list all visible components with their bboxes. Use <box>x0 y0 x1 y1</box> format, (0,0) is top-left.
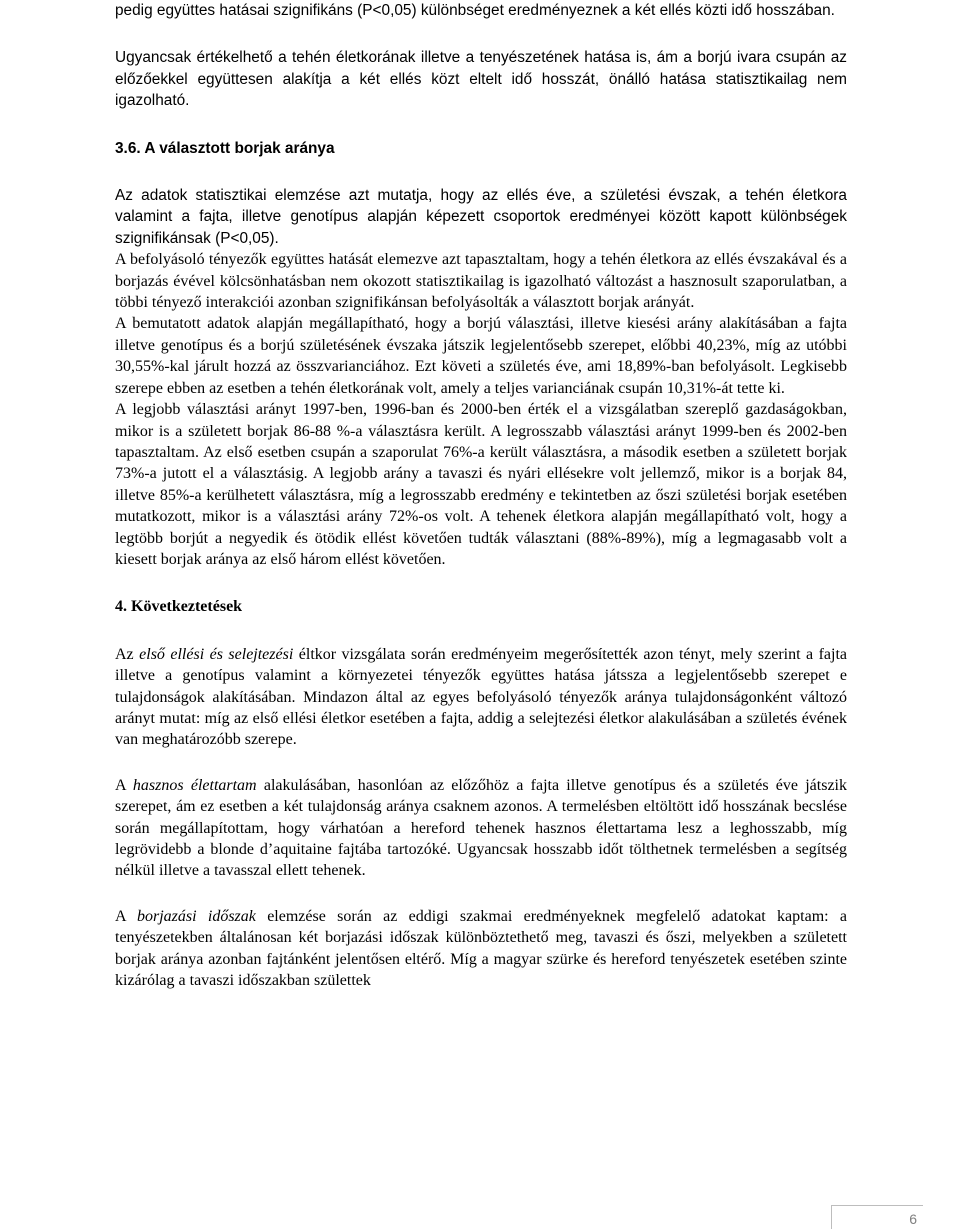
section-3-6-paragraph-3: A bemutatott adatok alapján megállapítható, hogy a borjú választási, illetve kiesési arány alakításában a fajta illetve genotípus és a borjú születésének évszaka játszik legjelentősebb szerepet, előbbi 40,23%, míg az utóbbi 30,55%-kal járult hozzá az összvarianciához. Ezt követi a születés éve, ami 18,89%-ban befolyásolt. Legkisebb szerepe ebben az esetben a tehén életkorának volt, amely a teljes varianciának csupán 10,31%-át tette ki. <box>115 315 847 397</box>
conclusions-paragraph-1: Az első ellési és selejtezési éltkor vizsgálata során eredményeim megerősítették azon tényt, mely szerint a fajta illetve a genotípus valamint a környezetei tényezők együttes hatása játssza a legjelentősebb szerepet e tulajdonságok alakításában. Mindazon által az egyes befolyásoló tényezők aránya tulajdonságonként változó arányt mutat: míg az első ellési életkor esetében a fajta, addig a selejtezési életkor alakulásában a születés évének van meghatározóbb szerepe. <box>115 645 848 749</box>
section-3-6-paragraph-4: A legjobb választási arányt 1997-ben, 1996-ban és 2000-ben érték el a vizsgálatban szereplő gazdaságokban, mikor is a született borjak 86-88 %-a választásra került. A legrosszabb választási arányt 1999-ben és 2002-ben tapasztaltam. Az első esetben csupán a szaporulat 76%-a került választásra, a második esetben a született borjak 73%-a jutott el a választásig. A legjobb arány a tavaszi és nyári ellésekre volt jellemző, mikor is a borjak 84, illetve 85%-a kerülhetett választásra, míg a legrosszabb eredmény e tekintetben az őszi születési borjak esetében mutatkozott, mikor is a választási arány 72%-os volt. A tehenek életkora alapján megállapítható volt, hogy a legtöbb borjút a negyedik és ötödik ellést követően tudták választani (88%-89%), míg a legmagasabb volt a kiesett borjak aránya az első három ellést követően. <box>115 401 847 568</box>
term-first-calving: első ellési és selejtezési <box>139 645 294 663</box>
page-content <box>115 0 847 991</box>
conclusions-paragraph-2: A hasznos élettartam alakulásában, hasonlóan az előzőhöz a fajta illetve genotípus és a születés éve játszik szerepet, ám ez esetben a két tulajdonság aránya csaknem azonos. A termelésben eltöltött idő hosszának becslése során megállapítottam, hogy várhatóan a hereford tehenek hasznos élettartama lesz a leghosszabb, míg legrövidebb a blonde d’aquitaine fajtába tartozóké. Ugyancsak hosszabb időt tölthetnek termelésben a segítség nélkül illetve a tavasszal ellett tehenek. <box>115 776 848 880</box>
page-number: 6 <box>909 1211 917 1227</box>
conclusions-paragraph-3: A borjazási időszak elemzése során az eddigi szakmai eredményeknek megfelelő adatokat kaptam: a tenyészetekben általánosan két borjazási időszak különböztethető meg, tavaszi és őszi, melyekben a született borjak aránya azonban fajtánként jelentősen eltérő. Míg a magyar szürke és hereford tenyészetek esetében szinte kizárólag a tavaszi időszakban születtek <box>115 907 848 990</box>
page-number-box <box>831 1205 923 1229</box>
term-useful-lifespan: hasznos élettartam <box>132 776 257 794</box>
section-heading-3-6: 3.6. A választott borjak aránya <box>115 139 335 157</box>
section-heading-4: 4. Következtetések <box>115 598 243 616</box>
calf-sex-paragraph: Ugyancsak értékelhető a tehén életkorának illetve a tenyészetének hatása is, ám a borjú ivara csupán az előzőekkel együttesen alakítja a két ellés közt eltelt idő hosszát, önálló hatása statisztikailag nem igazolható. <box>115 49 847 110</box>
section-3-6-paragraph-2: A befolyásoló tényezők együttes hatását elemezve azt tapasztaltam, hogy a tehén életkora az ellés évszakával és a borjazás évével kölcsönhatásban nem okozott statisztikailag is igazolható változást a hasznosult szaporulatban, a többi tényező interakciói azonban szignifikánsan befolyásolták a választott borjak arányát. <box>115 251 847 312</box>
continued-paragraph: pedig együttes hatásai szignifikáns (P<0,05) különbséget eredményeznek a két ellés közti idő hosszában. <box>115 2 835 19</box>
section-3-6-paragraph-1: Az adatok statisztikai elemzése azt mutatja, hogy az ellés éve, a születési évszak, a tehén életkora valamint a fajta, illetve genotípus alapján képezett csoportok eredményei között kapott különbségek szignifikánsak (P<0,05). <box>115 187 847 247</box>
term-calving-period: borjazási időszak <box>137 907 256 925</box>
